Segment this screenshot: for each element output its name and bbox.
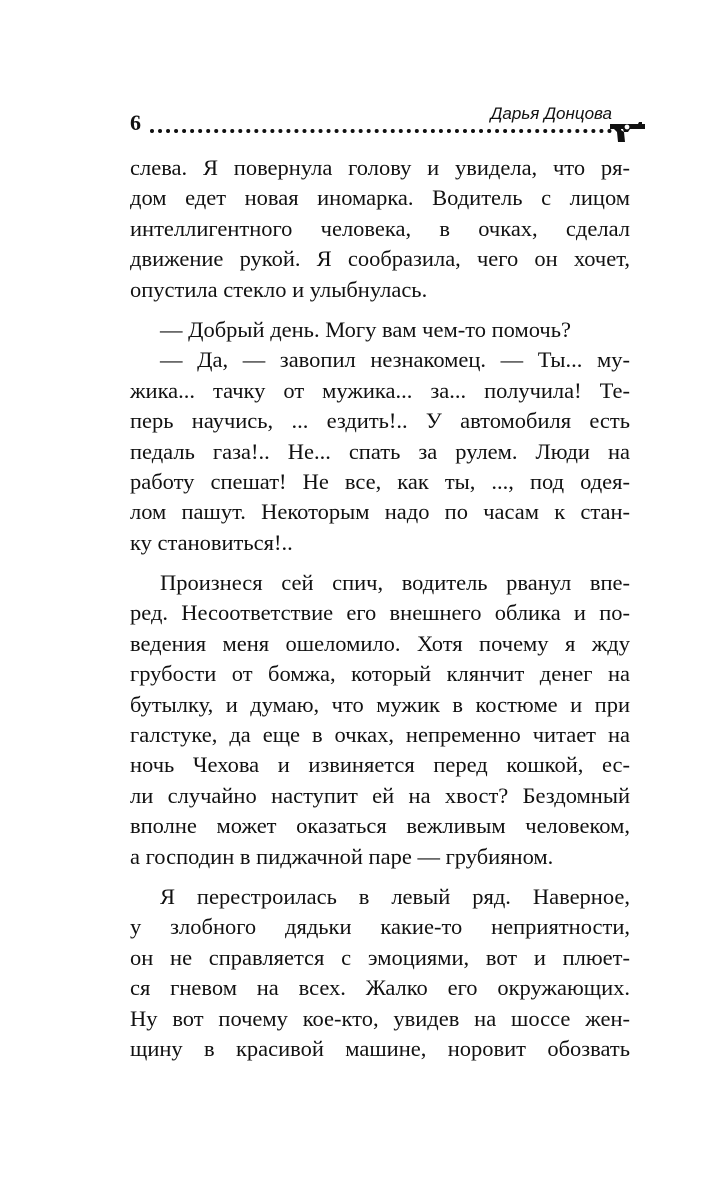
text-line: Я перестроилась в левый ряд. Наверное, [160,883,630,909]
text-line: ку становиться!.. [130,529,293,555]
text-line: бутылку, и думаю, что мужик в костюме и при [130,691,630,717]
text-line: опустила стекло и улыбнулась. [130,276,428,302]
page-number: 6 [130,110,141,135]
text-line: перь научись, ... ездить!.. У автомобиля есть [130,408,630,434]
text-line: ночь Чехова и извиняется перед кошкой, ес- [130,752,630,778]
text-line: Произнеся сей спич, водитель рванул впе- [160,570,630,596]
text-line: — Добрый день. Могу вам чем-то помочь? [160,316,571,342]
text-line: у злобного дядьки какие-то неприятности, [130,914,630,940]
text-line: дом едет новая иномарка. Водитель с лицом [130,185,630,211]
text-line: вполне может оказаться вежливым человеком, [130,813,630,839]
paragraph-1 [130,153,630,305]
dotted-leader-rule [150,129,612,133]
text-line: щину в красивой машине, норовит обозвать [130,1035,630,1061]
text-line: а господин в пиджачной паре — грубияном. [130,843,554,869]
text-line: Ну вот почему кое-кто, увидев на шоссе жен- [130,1005,630,1031]
revolver-icon [608,118,648,144]
paragraph-4 [130,568,630,872]
text-line: педаль газа!.. Не... спать за рулем. Люди на [130,438,630,464]
text-line: интеллигентного человека, в очках, сделал [130,215,630,241]
text-line: жика... тачку от мужика... за... получила! Те- [130,377,630,403]
paragraph-5 [130,882,630,1064]
text-line: лом пашут. Некоторым надо по часам к стан- [130,499,630,525]
text-line: грубости от бомжа, который клянчит денег на [130,661,630,687]
text-line: слева. Я повернула голову и увидела, что ря- [130,155,630,180]
text-line: ся гневом на всех. Жалко его окружающих. [130,975,630,1001]
paragraph-2 [130,315,630,345]
text-line: ли случайно наступит ей на хвост? Бездомный [130,782,630,808]
text-line: движение рукой. Я сообразила, чего он хочет, [130,246,630,272]
text-line: галстуке, да еще в очках, непременно читает на [130,722,630,748]
author-name: Дарья Донцова [490,104,612,123]
text-line: ред. Несоответствие его внешнего облика и по- [130,600,630,626]
text-line: — Да, — завопил незнакомец. — Ты... му- [160,347,630,373]
text-line: он не справляется с эмоциями, вот и плюет- [130,944,630,970]
text-line: ведения меня ошеломило. Хотя почему я жду [130,630,630,656]
text-line: работу спешат! Не все, как ты, ..., под одея- [130,468,630,494]
paragraph-3 [130,345,630,558]
body-text [130,153,630,1064]
running-header [0,0,715,160]
